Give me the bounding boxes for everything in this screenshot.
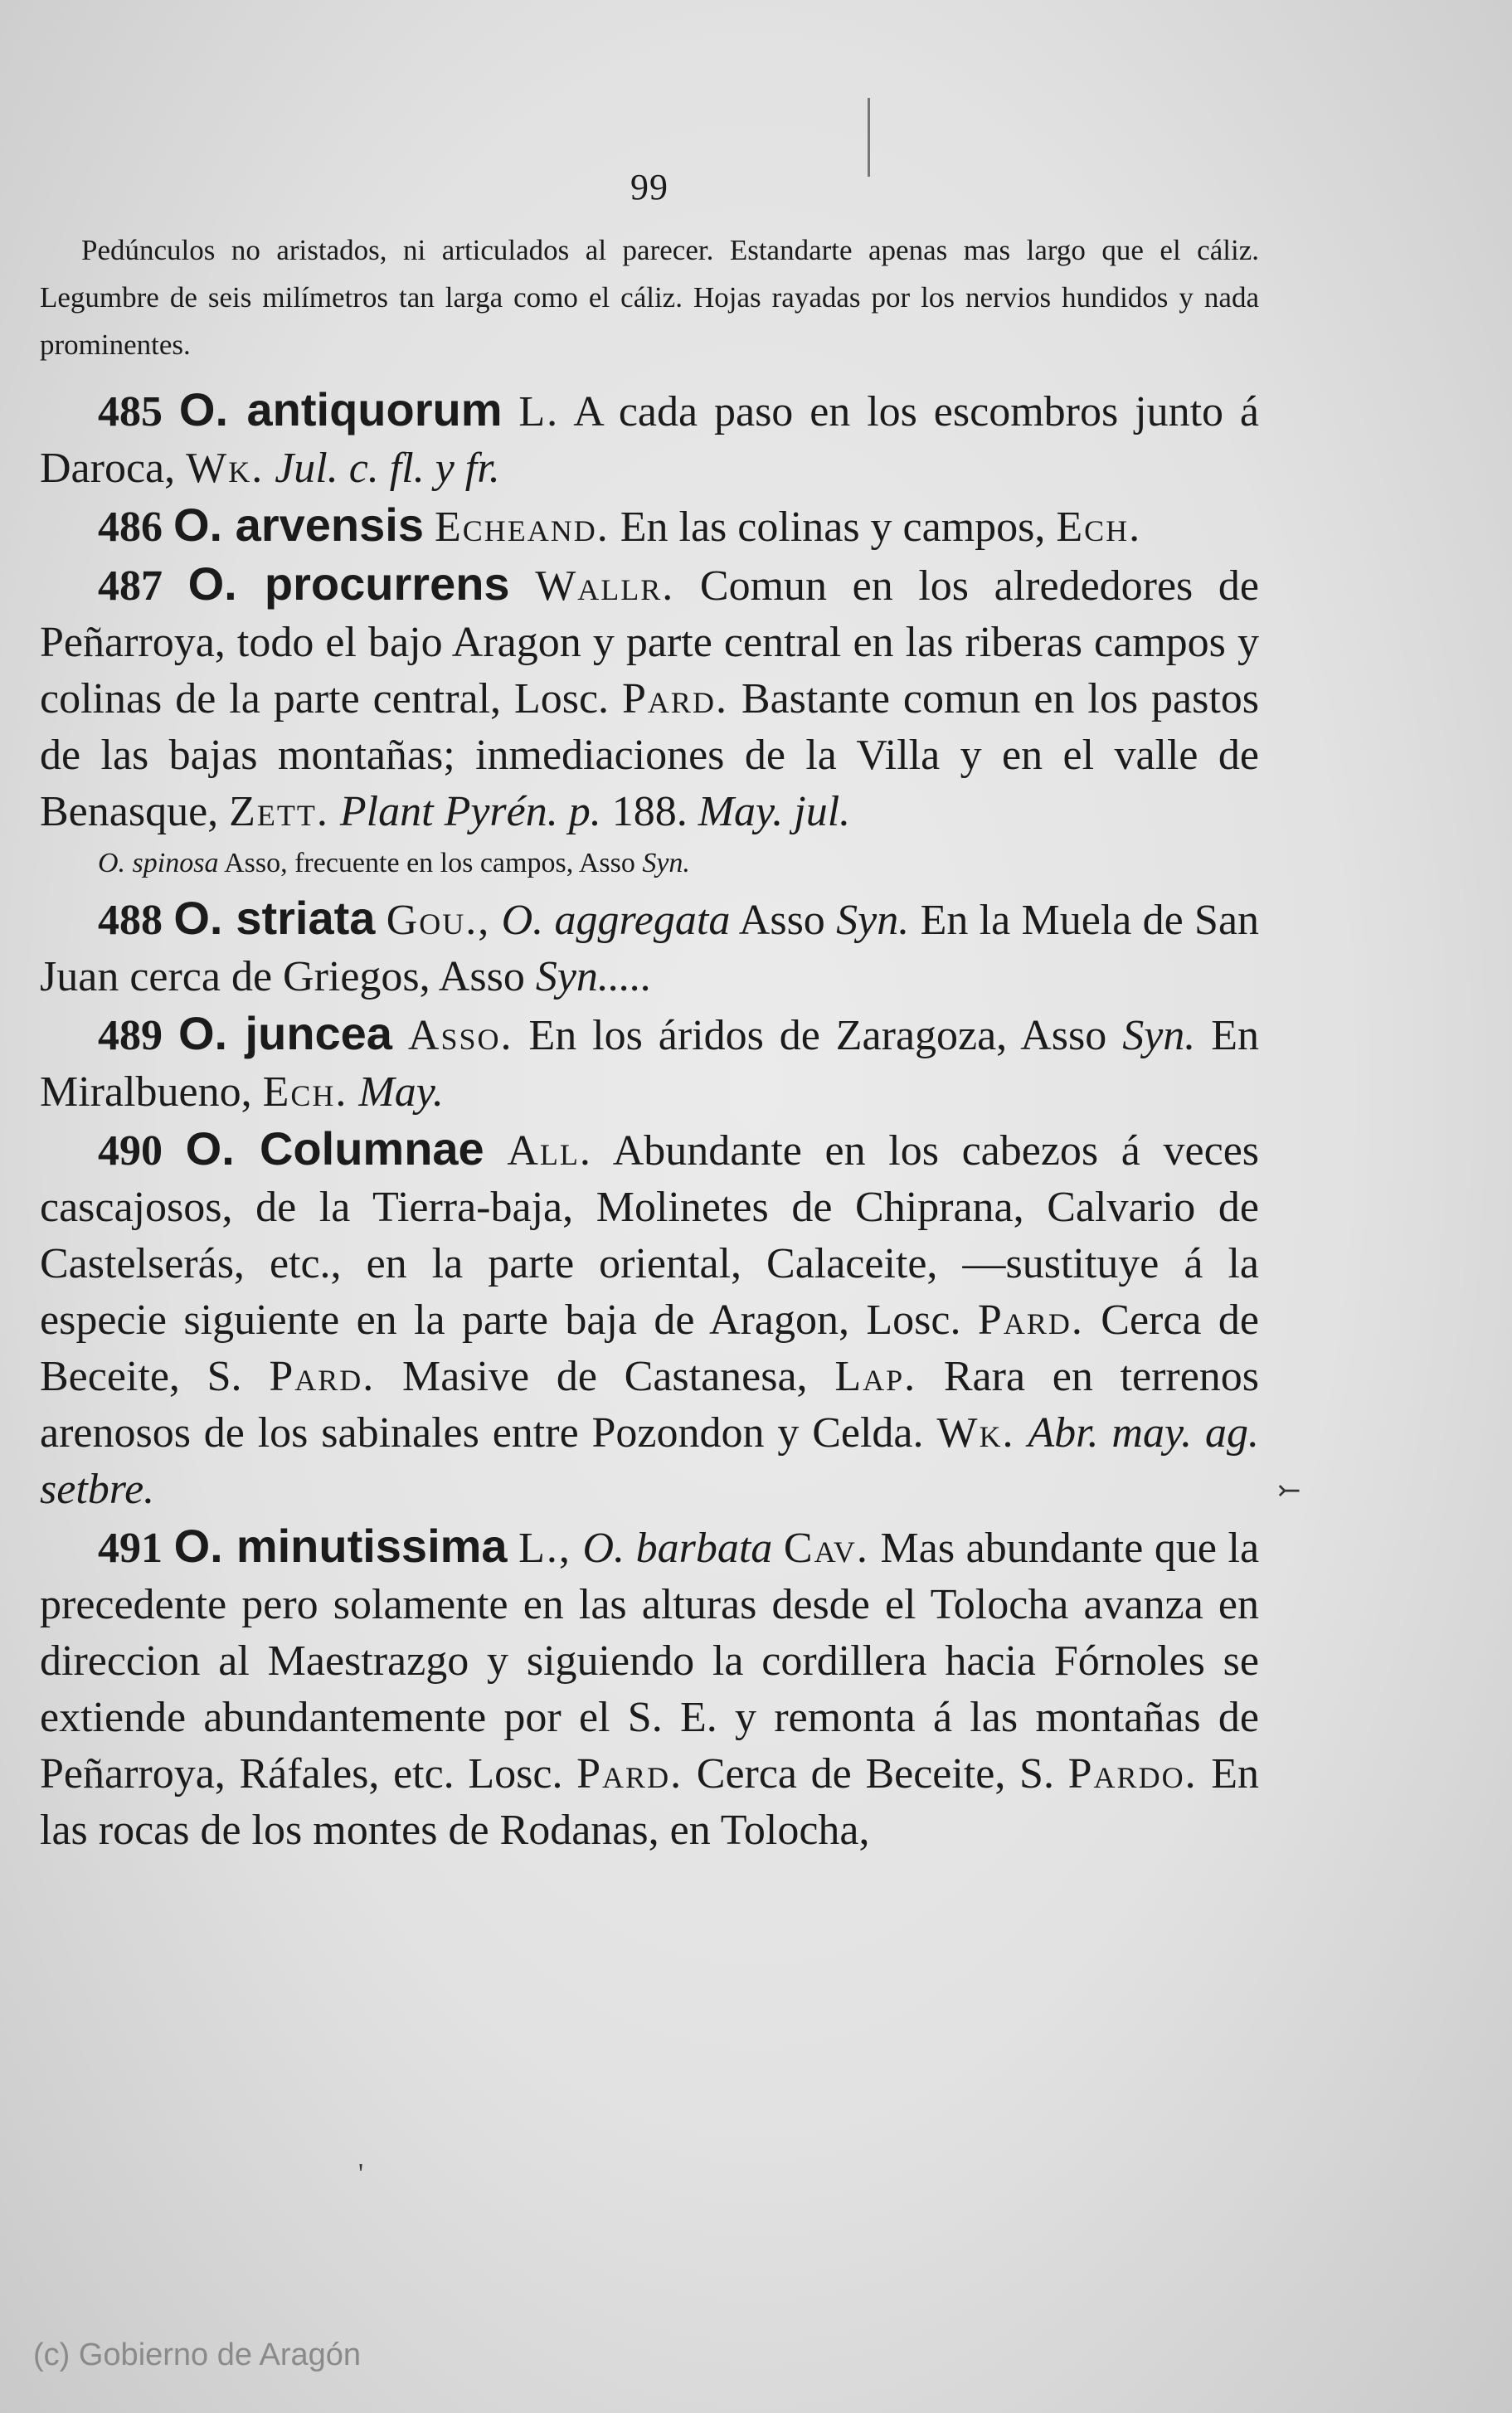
species-author: Gou., [386,897,491,944]
reference-page: 188. [611,788,688,835]
species-name: O. minutissima [173,1520,508,1572]
species-name: O. striata [173,892,376,944]
species-name: O. juncea [177,1007,392,1059]
species-name: O. antiquorum [178,383,503,435]
entry-number: 485 [98,388,163,435]
entry-text: En los áridos de Zaragoza, Asso [528,1012,1107,1059]
species-name: O. procurrens [187,557,510,610]
species-author: Wallr. [535,562,675,610]
entry-text: Asso [738,897,825,944]
phenology: May. jul. [698,788,851,835]
collector: Ech. [1056,504,1142,551]
synonym-ref: Syn. [642,848,690,878]
species-author: Asso. [407,1012,513,1059]
entry-486 [40,497,1259,556]
entry-number: 490 [98,1127,163,1175]
entry-text: En las rocas de los montes de Rodanas, en Tolocha, [40,1750,1260,1854]
entry-487 [40,556,1259,840]
entry-text: Rara en terrenos arenosos de los sabinales entre Pozondon y Celda. [40,1353,1260,1457]
reference: Syn. [1122,1012,1196,1059]
entry-text: Comun en los alrededores de Peñarroya, todo el bajo Aragon y parte central en las riberas campos y colinas de la parte central, Losc. [40,562,1259,722]
entry-number: 491 [98,1525,163,1572]
copyright-watermark: (c) Gobierno de Aragón [33,2338,362,2372]
synonym-name: O. spinosa [98,848,219,878]
entry-text: En las colinas y campos, [620,504,1046,551]
reference: Syn. [836,897,910,944]
entry-text: En la Muela de San Juan cerca de Griegos, Asso [40,897,1260,1000]
species-name: O. arvensis [173,499,424,551]
species-author: L., [518,1525,571,1572]
species-name: O. Columnae [185,1122,484,1175]
entry-number: 486 [98,504,163,551]
entry-text: En Miralbueno, [40,1012,1260,1116]
entry-number: 487 [98,562,163,610]
bottom-mark: ' [358,2158,364,2189]
synonym-text: Asso, frecuente en los campos, Asso [224,848,635,878]
phenology: Jul. c. fl. y fr. [275,445,500,492]
entry-491 [40,1518,1259,1859]
entry-text: A cada paso en los escombros junto á Daroca, [40,388,1260,492]
reference: Plant Pyrén. p. [339,788,601,835]
collector: Pard. [977,1297,1084,1344]
phenology: Abr. may. ag. setbre. [40,1409,1260,1513]
margin-rule [868,98,870,177]
synonym-name: O. barbata [582,1525,773,1572]
collector: Wk. [186,445,265,492]
phenology: May. [358,1068,444,1116]
reference: Syn..... [535,953,652,1000]
entry-text: Bastante comun en los pastos de las bajas montañas; inmediaciones de la Villa y en el valle de Benasque, [40,675,1260,835]
collector: Pard. [622,675,728,722]
collector: Pard. [576,1750,683,1798]
intro-paragraph: Pedúnculos no aristados, ni articulados al parecer. Estandarte apenas mas largo que el cáliz. Legumbre de seis milímetros tan larga como el cáliz. Hojas rayadas por los nervios hundidos y nada prominentes. [40,234,1259,361]
collector: Pard. [269,1353,376,1400]
species-author: Echeand. [434,504,610,551]
margin-arrow-icon: ⤚ [1277,1476,1301,1506]
page-number: 99 [630,167,668,207]
entry-490 [40,1121,1259,1518]
species-author: L. [518,388,560,435]
collector: Wk. [936,1409,1015,1457]
collector: Zett. [229,788,329,835]
collector: Pardo. [1067,1750,1198,1798]
entry-485 [40,382,1259,497]
synonym-author: Cav. [783,1525,869,1572]
synonym-name: O. aggregata [501,897,731,944]
entry-text: Mas abundante que la precedente pero solamente en las alturas desde el Tolocha avanza en direccion al Maestrazgo y siguiendo la cordillera hacia Fórnoles se extiende abundantemente por el S. E. y remonta á las montañas de Peñarroya, Ráfales, etc. Losc. [40,1525,1260,1798]
entry-text: Cerca de Beceite, S. [40,1297,1260,1400]
collector: Ech. [262,1068,348,1116]
entry-488 [40,890,1259,1005]
synonym-note [40,840,1259,887]
entry-489 [40,1005,1259,1121]
entry-number: 489 [98,1012,163,1059]
entry-text: Masive de Castanesa, [402,1353,808,1400]
collector: Lap. [834,1353,917,1400]
entry-number: 488 [98,897,163,944]
entry-text: Cerca de Beceite, S. [696,1750,1054,1798]
entry-text: Abundante en los cabezos á veces cascajosos, de la Tierra-baja, Molinetes de Chiprana, Calvario de Castelserás, etc., en la parte oriental, Calaceite, —sustituye á la especie siguiente en la parte baja de Aragon, Losc. [40,1127,1260,1344]
book-page [40,166,1259,1859]
species-author: All. [507,1127,592,1175]
